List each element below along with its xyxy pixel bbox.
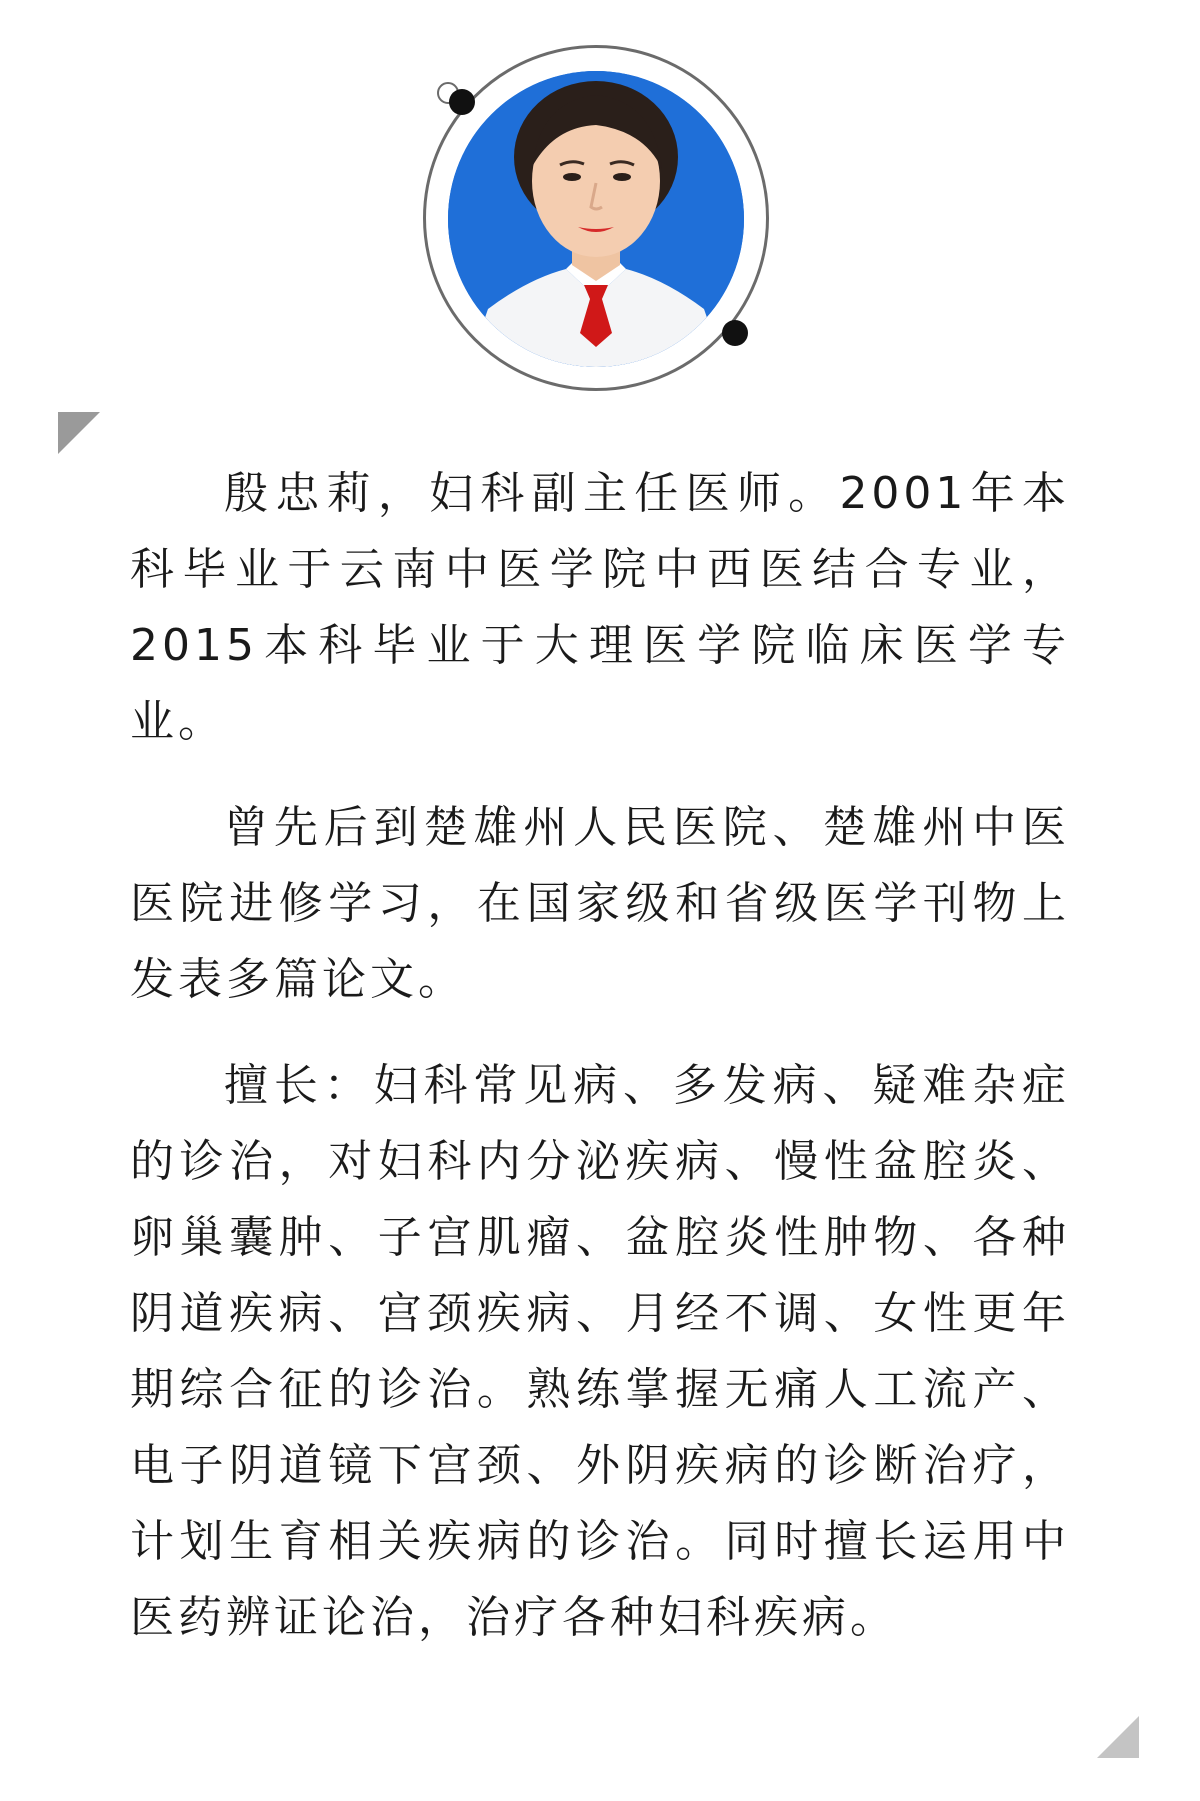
bio-intro-paragraph: 殷忠莉，妇科副主任医师。2001年本科毕业于云南中医学院中西医结合专业，2015本科毕业于大理医学院临床医学专业。 bbox=[130, 468, 1070, 747]
doctor-bio bbox=[130, 456, 1070, 1686]
bio-training-paragraph: 曾先后到楚雄州人民医院、楚雄州中医医院进修学习，在国家级和省级医学刊物上发表多篇论文。 bbox=[130, 802, 1070, 1005]
ring-dot-bottom-right bbox=[722, 320, 748, 346]
ring-dot-top-left bbox=[449, 89, 475, 115]
portrait-illustration bbox=[448, 71, 744, 367]
corner-triangle-bottom-right bbox=[1097, 1716, 1139, 1758]
portrait-block bbox=[0, 0, 1200, 410]
doctor-portrait-photo bbox=[448, 71, 744, 367]
bio-specialty-paragraph: 擅长：妇科常见病、多发病、疑难杂症的诊治，对妇科内分泌疾病、慢性盆腔炎、卵巢囊肿、子宫肌瘤、盆腔炎性肿物、各种阴道疾病、宫颈疾病、月经不调、女性更年期综合征的诊治。熟练掌握无痛人工流产、电子阴道镜下宫颈、外阴疾病的诊断治疗，计划生育相关疾病的诊治。同时擅长运用中医药辨证论治，治疗各种妇科疾病。 bbox=[130, 1060, 1070, 1643]
corner-triangle-top-left bbox=[58, 412, 100, 454]
